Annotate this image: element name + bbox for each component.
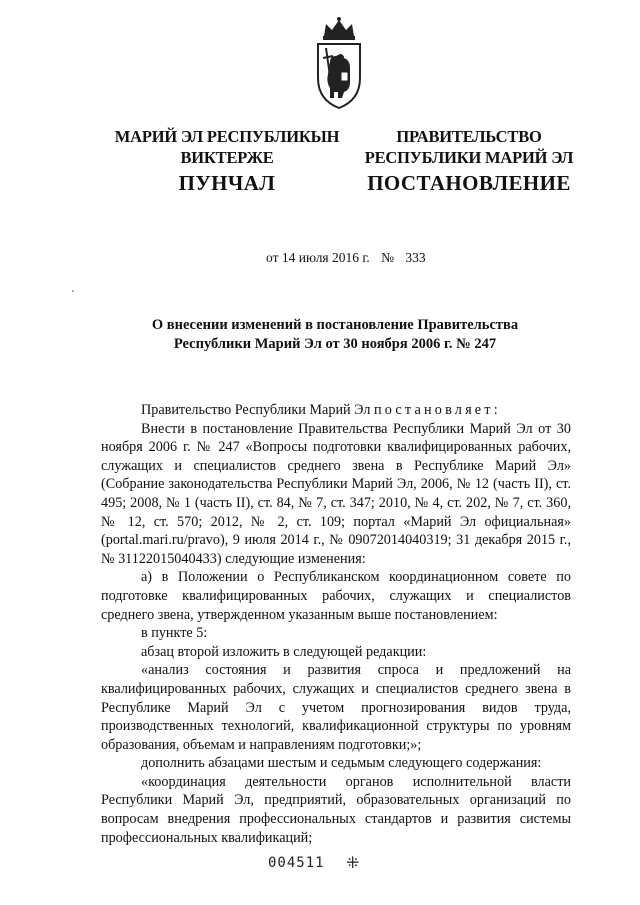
header-left-line1: МАРИЙ ЭЛ РЕСПУБЛИКЫН (114, 127, 340, 146)
title-line1: О внесении изменений в постановление Правительства (151, 317, 519, 333)
body-paragraph-6: дополнить абзацами шестым и седьмым следующего содержания: (141, 755, 542, 772)
preamble-start: Правительство Республики Марий Эл (141, 402, 374, 418)
body-paragraph-3: в пункте 5: (141, 625, 208, 642)
document-number: 333 (405, 250, 426, 265)
footer-serial: 004511 (268, 855, 325, 871)
header-left-line2: ВИКТЕРЖЕ (180, 148, 274, 167)
footer-mark-icon: ⁜ (346, 855, 360, 872)
preamble-spaced: постановляет: (373, 402, 501, 418)
title-line2: Республики Марий Эл от 30 ноября 2006 г. № 247 (173, 336, 497, 352)
date-line (266, 250, 426, 266)
header-left-block (96, 126, 358, 168)
body-paragraph-1: Внести в постановление Правительства Республики Марий Эл от 30 ноября 2006 г. № 247 «Вопросы подготовки квалифицированных рабочих, служащих и специалистов среднего звена в Республике Марий Эл» (Собрание законодательства Республики Марий Эл, 2006, № 12 (часть II), ст. 495; 2008, № 1 (часть II), ст. 84, № 7, ст. 347; 2010, № 4, ст. 202, № 7, ст. 360, № 12, ст. 570; 2012, № 2, ст. 109; портал «Марий Эл официальная» (portal.mari.ru/pravo), 9 июля 2014 г., № 09072014040319; 31 декабря 2015 г., № 31122015040433) следующие изменения: (101, 420, 571, 567)
header-right-line2: РЕСПУБЛИКИ МАРИЙ ЭЛ (364, 148, 574, 167)
document-body (101, 401, 571, 847)
body-paragraph-2: а) в Положении о Республиканском координационном совете по подготовке квалифицированных рабочих, служащих и специалистов среднего звена, утвержденном указанным выше постановлением: (101, 569, 571, 623)
doc-type-left: ПУНЧАЛ (178, 171, 276, 195)
doc-type-right: ПОСТАНОВЛЕНИЕ (367, 171, 571, 195)
coat-of-arms-emblem (306, 16, 372, 112)
scan-speck (72, 290, 74, 292)
header-right-line1: ПРАВИТЕЛЬСТВО (396, 127, 542, 146)
preamble-paragraph (101, 401, 571, 420)
body-paragraph-5: «анализ состояния и развития спроса и предложений на квалифицированных рабочих, служащих и специалистов среднего звена в Республике Марий Эл с учетом прогнозирования видов труда, производственных технологий, квалификационной структуры по уровням образования, объемам и направлениям подготовки;»; (101, 662, 571, 753)
document-title (110, 316, 560, 354)
body-paragraph-7: «координация деятельности органов исполнительной власти Республики Марий Эл, предприятий, образовательных организаций по вопросам внедрения профессиональных стандартов и развития системы профессиональных квалификаций; (101, 773, 571, 846)
number-sign: № (381, 250, 395, 265)
header-right-block (354, 126, 584, 168)
body-paragraph-4: абзац второй изложить в следующей редакции: (141, 643, 427, 660)
date-text: от 14 июля 2016 г. (266, 250, 370, 265)
